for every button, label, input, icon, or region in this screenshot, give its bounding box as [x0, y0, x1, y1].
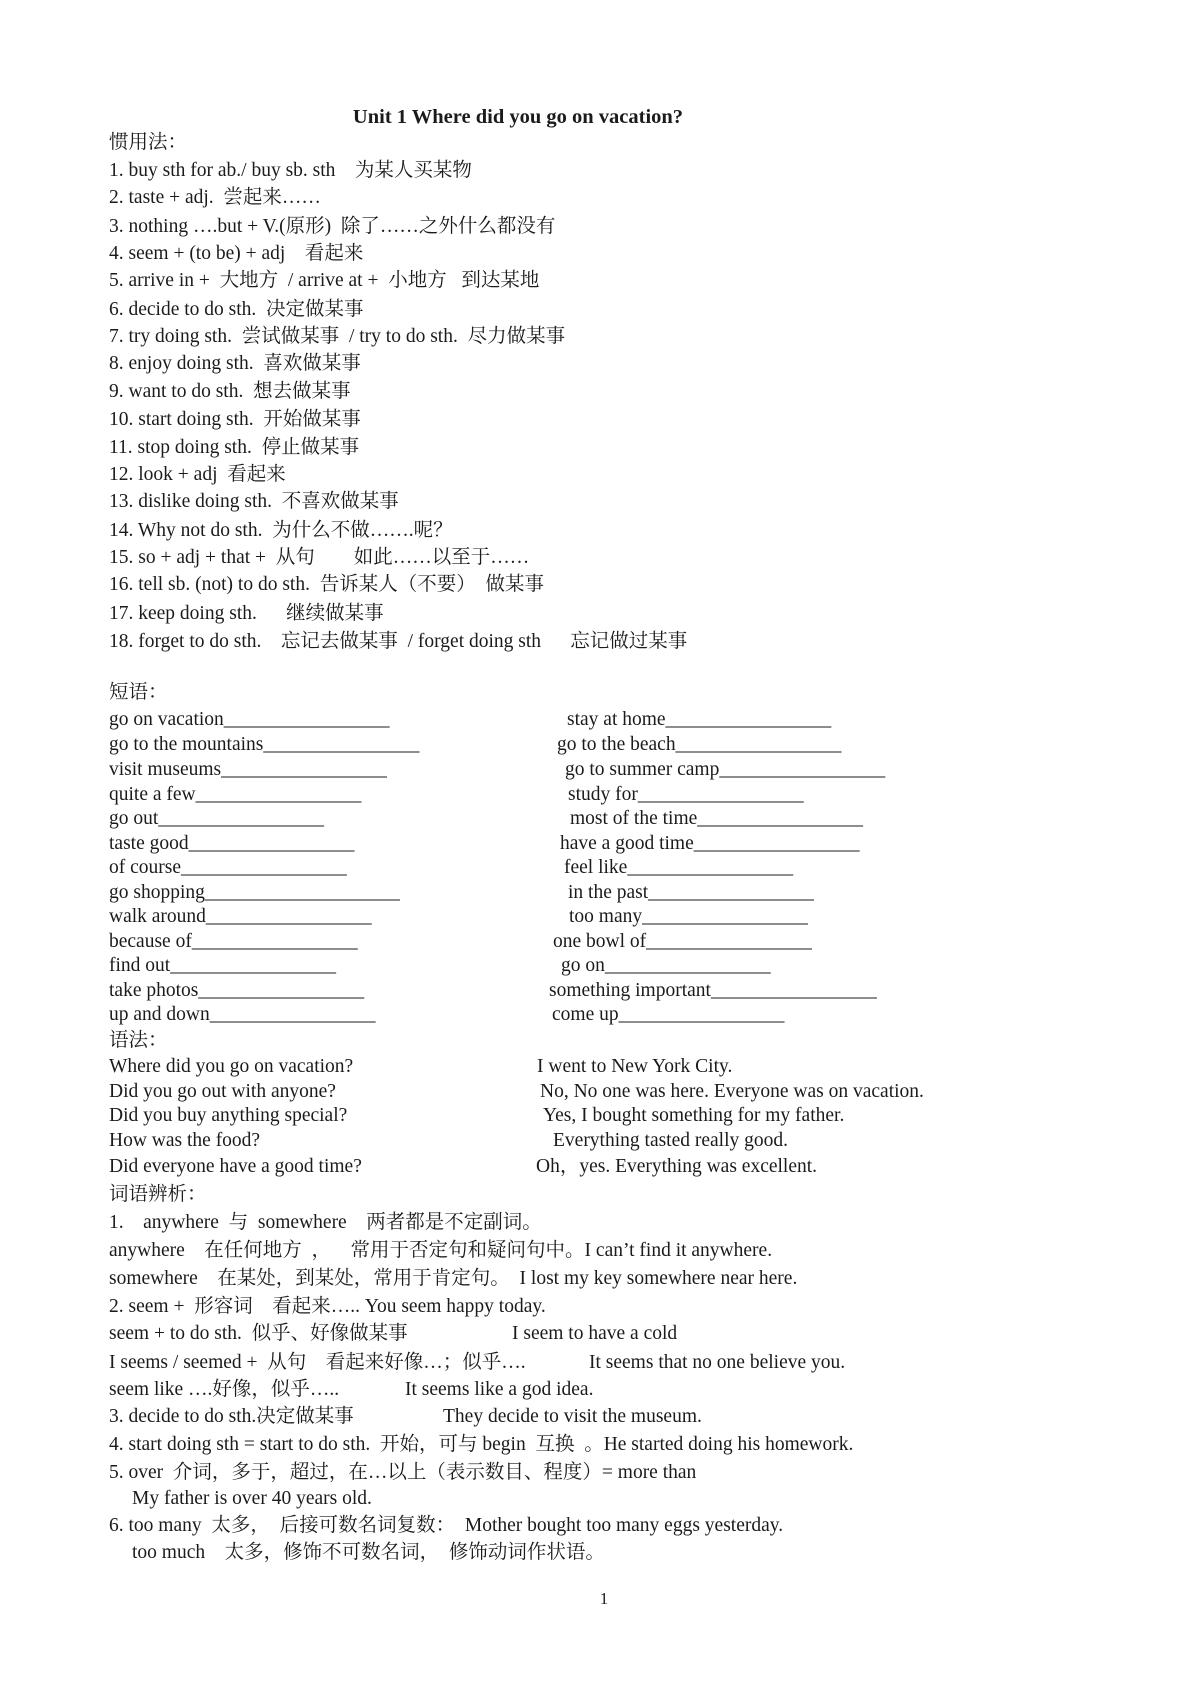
analysis-line: somewhere 在某处，到某处，常用于肯定句。 I lost my key somewhere near here. — [109, 1268, 798, 1289]
phrase-right: go on_________________ — [561, 955, 771, 976]
grammar-answer: I went to New York City. — [537, 1056, 733, 1077]
phrase-right: go to the beach_________________ — [557, 734, 842, 755]
analysis-example: I seem to have a cold — [512, 1323, 678, 1344]
usage-item: 8. enjoy doing sth. 喜欢做某事 — [109, 353, 361, 374]
usage-item: 18. forget to do sth. 忘记去做某事 / forget doing sth 忘记做过某事 — [109, 631, 688, 652]
phrase-right: in the past_________________ — [568, 882, 814, 903]
phrase-left: quite a few_________________ — [109, 784, 362, 805]
phrase-right: feel like_________________ — [564, 857, 794, 878]
grammar-question: Did you buy anything special? — [109, 1105, 348, 1126]
phrase-right: most of the time_________________ — [570, 808, 864, 829]
phrase-left: up and down_________________ — [109, 1004, 376, 1025]
phrase-left: taste good_________________ — [109, 833, 355, 854]
page-number: 1 — [599, 1589, 609, 1608]
phrase-right: too many_________________ — [569, 906, 808, 927]
phrase-left: go shopping____________________ — [109, 882, 400, 903]
phrase-right: have a good time_________________ — [560, 833, 860, 854]
analysis-line: 1. anywhere 与 somewhere 两者都是不定副词。 — [109, 1212, 542, 1233]
analysis-line: 5. over 介词，多于，超过，在…以上（表示数目、程度）= more than — [109, 1462, 697, 1483]
phrase-left: take photos_________________ — [109, 980, 365, 1001]
phrase-left: go to the mountains________________ — [109, 734, 420, 755]
usage-item: 5. arrive in + 大地方 / arrive at + 小地方 到达某地 — [109, 270, 540, 291]
usage-item: 11. stop doing sth. 停止做某事 — [109, 437, 360, 458]
phrase-right: something important_________________ — [549, 980, 877, 1001]
phrase-left: go out_________________ — [109, 808, 325, 829]
phrase-left: of course_________________ — [109, 857, 347, 878]
usage-heading: 惯用法： — [109, 132, 188, 153]
grammar-question: Where did you go on vacation? — [109, 1056, 354, 1077]
phrase-right: go to summer camp_________________ — [565, 759, 886, 780]
usage-item: 10. start doing sth. 开始做某事 — [109, 409, 361, 430]
analysis-line: too much 太多，修饰不可数名词， 修饰动词作状语。 — [132, 1542, 605, 1563]
phrase-right: one bowl of_________________ — [553, 931, 812, 952]
grammar-answer: Oh，yes. Everything was excellent. — [536, 1156, 818, 1177]
usage-item: 9. want to do sth. 想去做某事 — [109, 381, 351, 402]
phrase-left: find out_________________ — [109, 955, 336, 976]
page-title: Unit 1 Where did you go on vacation? — [352, 106, 684, 128]
analysis-line: My father is over 40 years old. — [132, 1488, 372, 1509]
usage-item: 4. seem + (to be) + adj 看起来 — [109, 243, 364, 264]
phrase-left: because of_________________ — [109, 931, 358, 952]
usage-item: 16. tell sb. (not) to do sth. 告诉某人（不要） 做某事 — [109, 574, 544, 595]
analysis-line: seem like ….好像，似乎….. — [109, 1379, 340, 1400]
grammar-answer: Yes, I bought something for my father. — [543, 1105, 845, 1126]
analysis-line: I seems / seemed + 从句 看起来好像…；似乎…. — [109, 1352, 526, 1373]
usage-item: 14. Why not do sth. 为什么不做…….呢？ — [109, 520, 453, 541]
phrase-right: come up_________________ — [552, 1004, 785, 1025]
usage-item: 3. nothing ….but + V.(原形) 除了……之外什么都没有 — [109, 216, 556, 237]
analysis-line: 3. decide to do sth.决定做某事 — [109, 1406, 354, 1427]
usage-item: 13. dislike doing sth. 不喜欢做某事 — [109, 491, 399, 512]
grammar-question: Did everyone have a good time? — [109, 1156, 362, 1177]
phrase-right: study for_________________ — [568, 784, 804, 805]
usage-item: 12. look + adj 看起来 — [109, 464, 286, 485]
grammar-answer: Everything tasted really good. — [553, 1130, 789, 1151]
grammar-question: Did you go out with anyone? — [109, 1081, 336, 1102]
usage-item: 1. buy sth for ab./ buy sb. sth 为某人买某物 — [109, 160, 472, 181]
phrase-left: visit museums_________________ — [109, 759, 387, 780]
analysis-line: seem + to do sth. 似乎、好像做某事 — [109, 1323, 408, 1344]
usage-item: 15. so + adj + that + 从句 如此……以至于…… — [109, 547, 530, 568]
analysis-line: 2. seem + 形容词 看起来….. You seem happy today. — [109, 1296, 546, 1317]
grammar-heading: 语法： — [109, 1030, 168, 1051]
usage-item: 17. keep doing sth. 继续做某事 — [109, 603, 384, 624]
analysis-example: It seems like a god idea. — [405, 1379, 594, 1400]
usage-item: 6. decide to do sth. 决定做某事 — [109, 299, 364, 320]
phrase-right: stay at home_________________ — [567, 709, 832, 730]
phrase-left: go on vacation_________________ — [109, 709, 390, 730]
grammar-question: How was the food? — [109, 1130, 261, 1151]
phrases-heading: 短语： — [109, 682, 168, 703]
usage-item: 7. try doing sth. 尝试做某事 / try to do sth. 尽力做某事 — [109, 326, 566, 347]
analysis-example: They decide to visit the museum. — [443, 1406, 702, 1427]
grammar-answer: No, No one was here. Everyone was on vacation. — [540, 1081, 924, 1102]
analysis-example: It seems that no one believe you. — [589, 1352, 846, 1373]
analysis-heading: 词语辨析： — [109, 1184, 207, 1205]
analysis-line: anywhere 在任何地方 ， 常用于否定句和疑问句中。I can’t find it anywhere. — [109, 1240, 773, 1261]
usage-item: 2. taste + adj. 尝起来…… — [109, 187, 321, 208]
analysis-line: 4. start doing sth = start to do sth. 开始，可与 begin 互换 。He started doing his homework. — [109, 1434, 854, 1455]
phrase-left: walk around_________________ — [109, 906, 372, 927]
analysis-line: 6. too many 太多， 后接可数名词复数： Mother bought too many eggs yesterday. — [109, 1515, 784, 1536]
